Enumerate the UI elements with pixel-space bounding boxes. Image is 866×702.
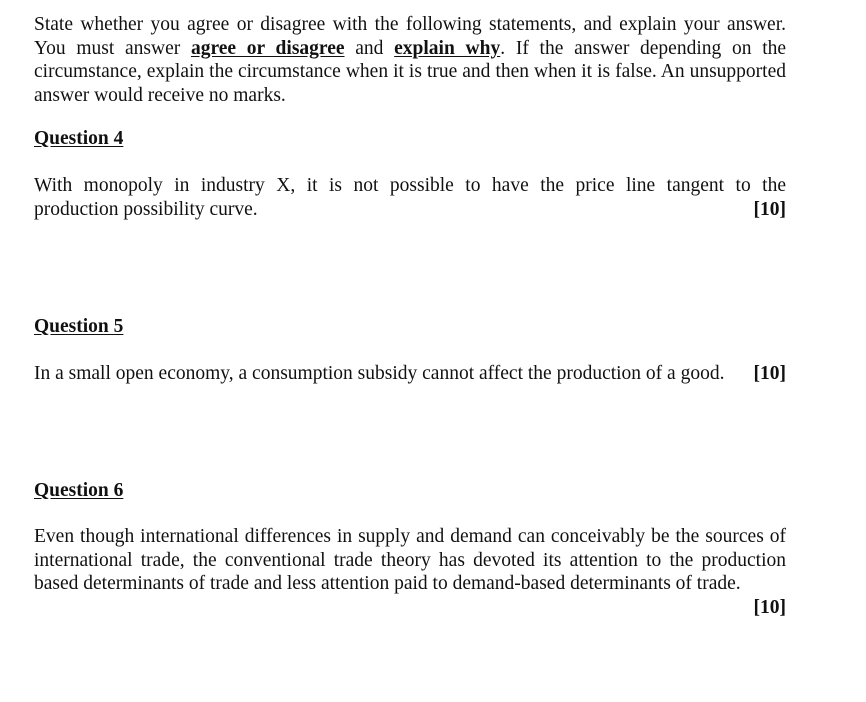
instructions-text-2: and [344, 37, 395, 59]
agree-or-disagree-emphasis: agree or disagree [190, 37, 345, 59]
question-4-heading: Question 4 [34, 128, 124, 149]
instructions-text-1: State whether you agree or disagree with the following statements, and explain your answer. You must answer [34, 14, 786, 59]
question-4-marks: [10] [753, 198, 786, 220]
question-4-body [34, 174, 786, 221]
question-4-text-line-2: production possibility curve. [34, 198, 258, 220]
question-5-body [34, 362, 786, 386]
explain-why-emphasis: explain why [394, 37, 501, 59]
question-6-text: Even though international differences in supply and demand can conceivably be the sources of international trade, the conventional trade theory has devoted its attention to the production based determinants of trade and less attention paid to demand-based determinants of trade. [34, 526, 786, 594]
question-5-heading: Question 5 [34, 316, 124, 337]
question-5-text: In a small open economy, a consumption subsidy cannot affect the production of a good. [34, 363, 725, 384]
instructions-paragraph [34, 13, 786, 107]
question-6-body [34, 525, 786, 619]
question-4-text-line-1: With monopoly in industry X, it is not possible to have the price line tangent to the [34, 175, 786, 196]
instructions-text-3: . If the answer depending on the circumstance, explain the circumstance when it is true and then when it is false. An unsupported answer would receive no marks. [34, 37, 787, 106]
question-6-heading: Question 6 [34, 480, 124, 501]
question-5-marks: [10] [753, 363, 786, 384]
question-6-marks: [10] [753, 596, 786, 618]
